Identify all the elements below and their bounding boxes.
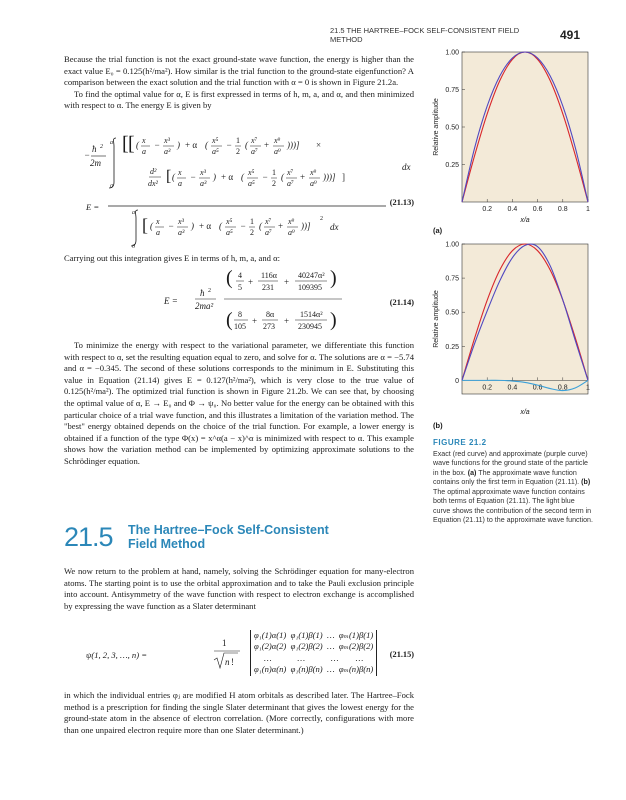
- svg-text:0: 0: [110, 184, 113, 190]
- svg-text:x: x: [142, 136, 146, 145]
- caption-a-label: (a): [467, 468, 477, 477]
- svg-text:a: a: [178, 179, 182, 188]
- svg-text:x⁷: x⁷: [287, 168, 294, 177]
- svg-text:−: −: [168, 221, 175, 231]
- running-header: [330, 26, 580, 44]
- svg-text:a: a: [110, 140, 113, 146]
- svg-text:a: a: [132, 210, 135, 216]
- svg-text:+: +: [300, 172, 306, 182]
- svg-text:273: 273: [263, 322, 275, 331]
- svg-text:(: (: [241, 172, 244, 182]
- svg-text:0: 0: [132, 244, 135, 250]
- svg-text:): ): [330, 267, 337, 289]
- svg-text:a⁹: a⁹: [310, 179, 317, 188]
- svg-text:−: −: [262, 172, 269, 182]
- svg-text:1: 1: [272, 168, 276, 177]
- svg-text:!: !: [231, 657, 234, 667]
- x-tick-label: 0.2: [482, 206, 493, 213]
- svg-text:109395: 109395: [298, 283, 322, 292]
- svg-text:): ): [177, 140, 180, 150]
- svg-text:(: (: [136, 140, 139, 150]
- paragraph-2: To find the optimal value for α, E is first expressed in terms of h, m, a, and α, and then minimized with respect to α. The energy E is given by: [64, 88, 414, 111]
- y-tick-label: 1.00: [445, 241, 459, 249]
- svg-text:230945: 230945: [298, 322, 322, 331]
- svg-text:−: −: [190, 172, 197, 182]
- paragraph-3: Carrying out this integration gives E in terms of h, m, a, and α:: [64, 253, 280, 263]
- equation-21-13: [64, 126, 414, 250]
- svg-text:×: ×: [316, 140, 322, 150]
- svg-text:dx²: dx²: [148, 179, 158, 188]
- svg-text:+ α: + α: [185, 140, 198, 150]
- svg-text:(: (: [172, 172, 175, 182]
- svg-text:(: (: [205, 140, 208, 150]
- svg-text:x⁵: x⁵: [212, 136, 219, 145]
- x-tick-label: 0.4: [507, 206, 518, 213]
- x-tick-label: 1: [586, 384, 590, 392]
- svg-text:]: ]: [342, 172, 345, 182]
- caption-b-label: (b): [581, 478, 591, 486]
- figure-label: FIGURE 21.2: [433, 438, 487, 447]
- svg-text:[: [: [122, 133, 129, 155]
- svg-text:+: +: [284, 316, 290, 326]
- svg-text:n: n: [225, 657, 230, 667]
- y-tick-label: 0.75: [445, 87, 459, 94]
- svg-text:a⁹: a⁹: [288, 228, 295, 237]
- svg-text:(: (: [226, 267, 233, 289]
- svg-text:ħ: ħ: [200, 288, 205, 298]
- equation-21-14: [64, 266, 414, 336]
- svg-text:x: x: [156, 217, 160, 226]
- svg-text:a⁷: a⁷: [251, 147, 258, 156]
- svg-text:a: a: [156, 228, 160, 237]
- svg-text:+: +: [264, 140, 270, 150]
- svg-text:a⁵: a⁵: [248, 179, 255, 188]
- svg-text:2: 2: [272, 179, 276, 188]
- svg-text:dx: dx: [402, 162, 411, 172]
- svg-text:2: 2: [250, 228, 254, 237]
- y-tick-label: 0.50: [445, 124, 459, 132]
- figure-panel-b: [428, 238, 608, 428]
- svg-text:2m: 2m: [90, 158, 101, 168]
- x-tick-label: 0.2: [482, 384, 493, 392]
- svg-text:(: (: [150, 221, 153, 231]
- equation-number: (21.13): [389, 198, 414, 207]
- svg-text:2: 2: [100, 144, 103, 150]
- x-tick-label: 0.8: [557, 384, 568, 392]
- svg-text:4: 4: [238, 271, 242, 280]
- text-block-6: [64, 690, 414, 736]
- x-axis-label: x/a: [520, 217, 530, 224]
- svg-text:+: +: [284, 277, 290, 287]
- y-axis-label: Relative amplitude: [433, 98, 440, 156]
- svg-text:8α: 8α: [266, 310, 275, 319]
- y-tick-label: 0: [455, 377, 459, 385]
- caption-main: Exact (red curve) and approximate (purple curve) wave functions for the ground state of the particle in the box.: [433, 449, 588, 477]
- svg-text:x⁹: x⁹: [310, 168, 317, 177]
- svg-text:2: 2: [208, 288, 211, 294]
- section-title: The Hartree–Fock Self-Consistent Field Method: [128, 523, 329, 551]
- svg-text:(: (: [281, 172, 284, 182]
- text-block-3: [64, 253, 414, 265]
- svg-text:a³: a³: [200, 179, 207, 188]
- svg-text:116α: 116α: [261, 271, 277, 280]
- x-tick-label: 0.6: [532, 384, 543, 392]
- y-tick-label: 0.25: [445, 162, 459, 169]
- x-tick-label: 0.4: [507, 384, 518, 392]
- x-tick-label: 0.8: [557, 206, 568, 213]
- x-tick-label: 0.6: [532, 206, 543, 213]
- svg-text:x: x: [178, 168, 182, 177]
- running-title: 21.5 THE HARTREE–FOCK SELF-CONSISTENT FIELD METHOD: [330, 26, 520, 44]
- equation-21-15: [64, 626, 414, 684]
- figure-panel-a: [428, 46, 608, 236]
- svg-text:x⁵: x⁵: [226, 217, 233, 226]
- caption-a: The approximate wave function contains only the first term in Equation (21.11).: [433, 468, 580, 486]
- determinant-row: φ₁(1)α(1) φ₁(1)β(1) … φₘ(1)β(1): [254, 630, 374, 640]
- svg-text:a⁷: a⁷: [287, 179, 294, 188]
- svg-text:ħ: ħ: [92, 144, 97, 154]
- page-number: 491: [559, 28, 580, 42]
- text-block-4: [64, 340, 414, 468]
- svg-text:+: +: [278, 221, 284, 231]
- svg-text:): ): [330, 309, 337, 331]
- y-tick-label: 0.25: [445, 343, 459, 351]
- svg-text:1514α²: 1514α²: [300, 310, 323, 319]
- text-block-5: [64, 566, 414, 612]
- svg-text:40247α²: 40247α²: [298, 271, 325, 280]
- svg-text:x⁵: x⁵: [248, 168, 255, 177]
- svg-text:+ α: + α: [221, 172, 234, 182]
- determinant-row: … … … …: [263, 652, 364, 663]
- svg-text:x³: x³: [200, 168, 206, 177]
- energy-integral-formula: [64, 126, 414, 250]
- caption-b: The optimal approximate wave function contains both terms of Equation (21.11). The light blue curve shows the contribution of the second term in Equation (21.11) to the approximate wave function.: [433, 487, 593, 524]
- svg-text:(: (: [245, 140, 248, 150]
- svg-text:−: −: [154, 140, 161, 150]
- panel-a-tag: (a): [433, 226, 443, 235]
- svg-text:+ α: + α: [199, 221, 212, 231]
- svg-text:(: (: [219, 221, 222, 231]
- panel-b-tag: (b): [433, 421, 443, 430]
- svg-text:[: [: [166, 168, 172, 185]
- svg-text:1: 1: [250, 217, 254, 226]
- paragraph-5: We now return to the problem at hand, namely, solving the Schrödinger equation for many-electron atoms. The starting point is to use the orbital approximation and to take the Pauli exclusion principle into account. Antisymmetry of the wave function with respect to electron exchange is accomplished by expressing the wave function as a Slater determinant: [64, 566, 414, 611]
- intro-text: [64, 54, 414, 112]
- svg-text:x³: x³: [164, 136, 170, 145]
- svg-text:))]: ))]: [301, 221, 311, 231]
- svg-text:105: 105: [234, 322, 246, 331]
- svg-text:[: [: [142, 215, 148, 235]
- svg-text:8: 8: [238, 310, 242, 319]
- svg-text:2ma²: 2ma²: [195, 301, 214, 311]
- equation-number: (21.14): [389, 298, 414, 307]
- svg-text:a⁹: a⁹: [274, 147, 281, 156]
- section-number: 21.5: [64, 522, 113, 552]
- y-tick-label: 1.00: [445, 49, 459, 57]
- svg-text:)))]: )))]: [323, 172, 336, 182]
- svg-text:−: −: [240, 221, 247, 231]
- svg-text:−: −: [84, 150, 91, 160]
- svg-text:a³: a³: [164, 147, 171, 156]
- svg-text:): ): [191, 221, 194, 231]
- svg-text:d²: d²: [150, 167, 157, 176]
- svg-text:)))]: )))]: [287, 140, 300, 150]
- slater-determinant: [250, 630, 377, 676]
- svg-text:x⁹: x⁹: [288, 217, 295, 226]
- svg-text:5: 5: [238, 283, 242, 292]
- energy-result-formula: [64, 266, 414, 336]
- svg-text:[: [: [128, 133, 135, 155]
- svg-text:a⁷: a⁷: [265, 228, 272, 237]
- y-tick-label: 0.50: [445, 309, 459, 317]
- svg-text:2: 2: [236, 147, 240, 156]
- normalization-factor: [210, 634, 250, 674]
- determinant-row: φ₁(2)α(2) φ₁(2)β(2) … φₘ(2)β(2): [254, 641, 374, 652]
- svg-text:E =: E =: [164, 296, 178, 306]
- svg-text:a: a: [142, 147, 146, 156]
- svg-text:x⁹: x⁹: [274, 136, 281, 145]
- svg-text:dx: dx: [330, 222, 339, 232]
- figure-caption: [433, 438, 593, 526]
- svg-text:a³: a³: [178, 228, 185, 237]
- svg-text:a⁵: a⁵: [226, 228, 233, 237]
- svg-text:+: +: [248, 277, 254, 287]
- x-axis-label: x/a: [520, 409, 530, 416]
- paragraph-4: To minimize the energy with respect to the variational parameter, we differentiate this function with respect to α, set the resulting equation equal to zero, and solve for α. The solutions are α = −5.74 and α = −0.345. The second of these solutions corresponds to the minimum in E. Substituting this value in Equation (21.14) gives E = 0.127(h²/ma²), which is very close to the true value of 0.125(h²/ma²). The optimized trial function is shown in Figure 21.2b. We can see that, by choosing the optimal value of α, E → E₀ and Φ → ψ₀. No better value for the energy can be obtained with this particular choice of a trial wave function, and this illustrates a limitation of the variation method. The "best" energy obtained depends on the choice of the trial function. For example, a lower energy is obtained if a function of the type Φ(x) = x^α(a − x)^α is minimized with respect to α. This example shows how the variation method can be implemented by optimizing approximate solutions to the Schrödinger equation.: [64, 340, 414, 466]
- svg-text:1: 1: [222, 638, 227, 648]
- svg-text:): ): [213, 172, 216, 182]
- x-tick-label: 1: [586, 206, 590, 213]
- y-axis-label: Relative amplitude: [433, 290, 440, 348]
- svg-text:2: 2: [320, 216, 323, 222]
- equation-number: (21.15): [389, 650, 414, 659]
- eq-lhs: E =: [86, 202, 100, 212]
- paragraph-6: in which the individual entries φⱼ are modified H atom orbitals as described later. The Hartree–Fock method is a prescription for finding the single Slater determinant that gives the lowest energy for the ground-state atom in the absence of electron correlation. (More correctly, configurations with more than one unpaired electron require more than one Slater determinant.): [64, 690, 414, 735]
- svg-text:a⁵: a⁵: [212, 147, 219, 156]
- eq-lhs: ψ(1, 2, 3, …, n) =: [86, 650, 148, 660]
- paragraph-1: Because the trial function is not the exact ground-state wave function, the energy is higher than the exact value E₀ = 0.125(h²/ma²). How similar is the trial function to the ground-state eigenfunction? A comparison between the exact solution and the trial function with α = 0 is shown in Figure 21.2a.: [64, 54, 414, 88]
- svg-text:−: −: [226, 140, 233, 150]
- svg-text:x³: x³: [178, 217, 184, 226]
- svg-text:1: 1: [236, 136, 240, 145]
- svg-text:(: (: [259, 221, 262, 231]
- svg-text:+: +: [252, 316, 258, 326]
- svg-text:(: (: [226, 309, 233, 331]
- svg-text:x⁷: x⁷: [265, 217, 272, 226]
- svg-text:231: 231: [262, 283, 274, 292]
- determinant-row: φ₁(n)α(n) φ₁(n)β(n) … φₘ(n)β(n): [254, 664, 374, 675]
- svg-text:x⁷: x⁷: [251, 136, 258, 145]
- y-tick-label: 0.75: [445, 275, 459, 283]
